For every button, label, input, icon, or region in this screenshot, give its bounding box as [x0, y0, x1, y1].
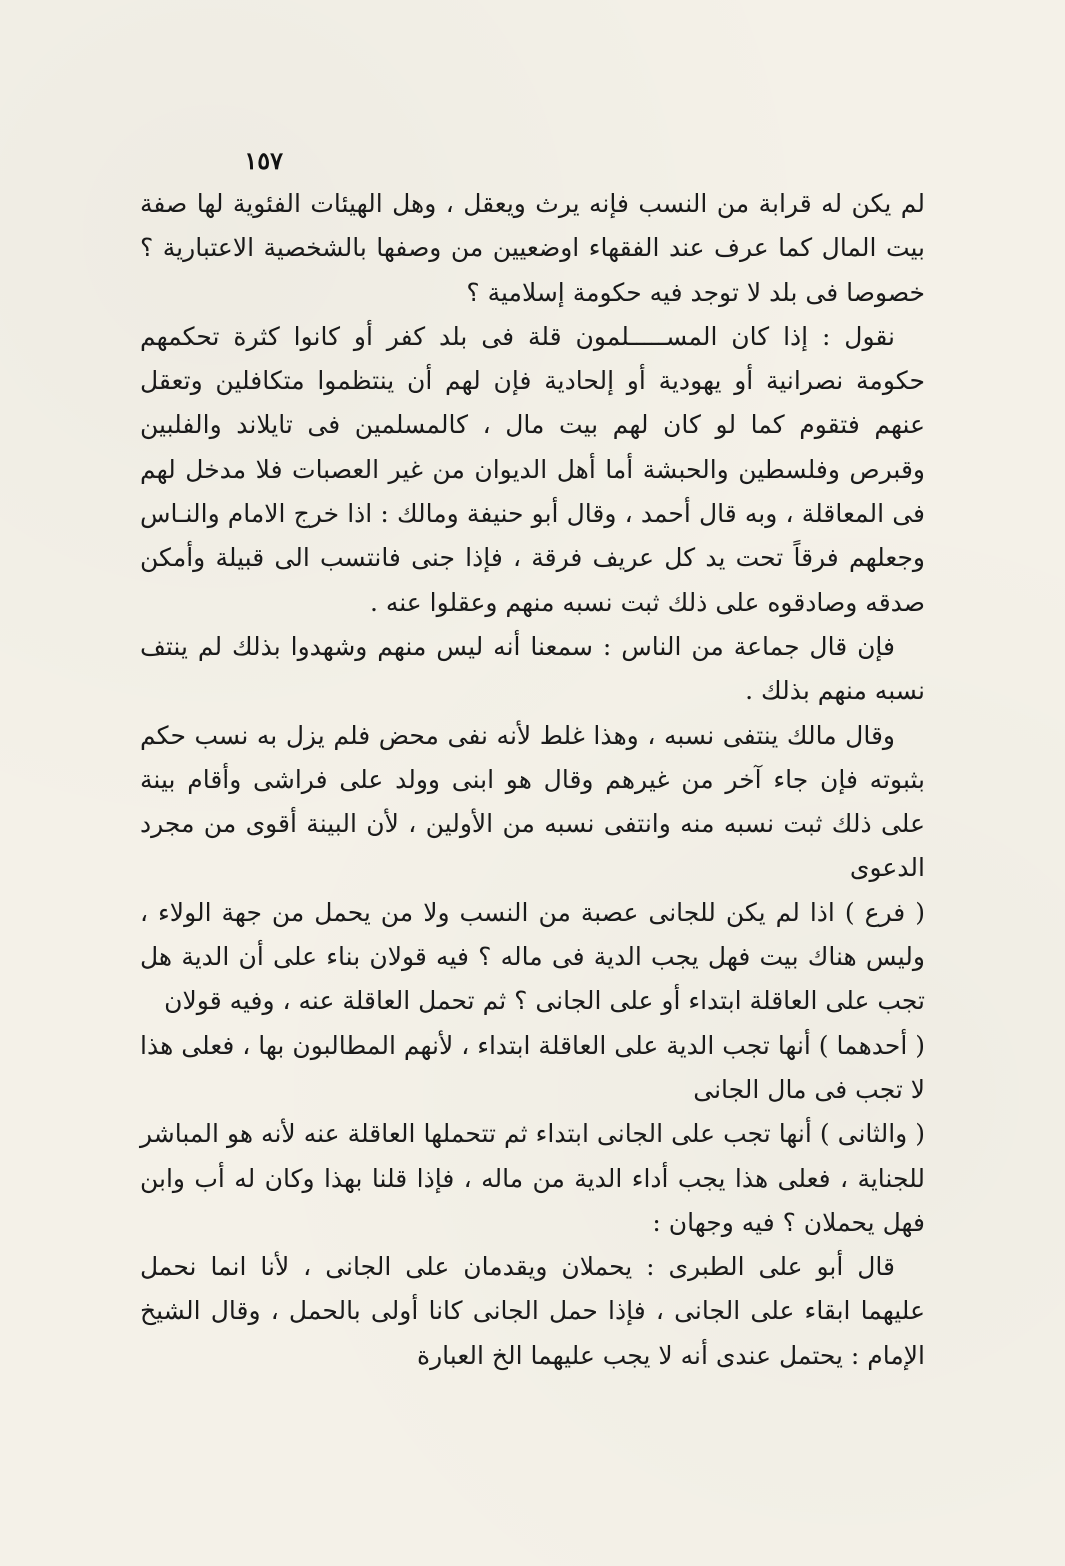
body-text	[140, 182, 925, 1378]
paragraph-second-opinion: ( والثانى ) أنها تجب على الجانى ابتداء ثم تتحملها العاقلة عنه لأنه هو المباشر للجناية ، فعلى هذا يجب أداء الدية من ماله ، فإذا قلنا بهذا وكان له أب وابن فهل يحملان ؟ فيه وجهان :	[140, 1119, 925, 1237]
page-number: ١٥٧	[244, 146, 283, 175]
paragraph-continuation: لم يكن له قرابة من النسب فإنه يرث ويعقل ، وهل الهيئات الفئوية لها صفة بيت المال كما عرف عند الفقهاء اوضعيين من وصفها بالشخصية الاعتبارية ؟ خصوصا فى بلد لا توجد فيه حكومة إسلامية ؟	[140, 189, 925, 307]
paragraph-witnesses: فإن قال جماعة من الناس : سمعنا أنه ليس منهم وشهدوا بذلك لم ينتف نسبه منهم بذلك .	[140, 631, 925, 706]
paragraph-far: ( فرع ) اذا لم يكن للجانى عصبة من النسب ولا من يحمل من جهة الولاء ، وليس هناك بيت فهل يجب الدية فى ماله ؟ فيه قولان بناء على أن الدية هل تجب على العاقلة ابتداء أو على الجانى ؟ ثم تحمل العاقلة عنه ، وفيه قولان	[140, 897, 925, 1016]
paragraph-malik: وقال مالك ينتفى نسبه ، وهذا غلط لأنه نفى محض فلم يزل به نسب حكم بثبوته فإن جاء آخر من غيرهم وقال هو ابنى وولد على فراشى وأقام بينة على ذلك ثبت نسبه منه وانتفى نسبه من الأولين ، لأن البينة أقوى من مجرد الدعوى	[140, 720, 925, 883]
paragraph-tabari: قال أبو على الطبرى : يحملان ويقدمان على الجانى ، لأنا انما نحمل عليهما ابقاء على الجانى ، فإذا حمل الجانى كانا أولى بالحمل ، وقال الشيخ الإمام : يحتمل عندى أنه لا يجب عليهما الخ العبارة	[140, 1252, 925, 1370]
paragraph-naqool: نقول : إذا كان المســـــلمون قلة فى بلد كفر أو كانوا كثرة تحكمهم حكومة نصرانية أو يهودية أو إلحادية فإن لهم أن ينتظموا متكافلين وتعقل عنهم فتقوم كما لو كان لهم بيت مال ، كالمسلمين فى تايلاند والفلبين وقبرص وفلسطين والحبشة أما أهل الديوان من غير العصبات فلا مدخل لهم فى المعاقلة ، وبه قال أحمد ، وقال أبو حنيفة ومالك : اذا خرج الامام والنـاس وجعلهم فرقاً تحت يد كل عريف فرقة ، فإذا جنى فانتسب الى قبيلة وأمكن صدقه وصادقوه على ذلك ثبت نسبه منهم وعقلوا عنه .	[140, 321, 925, 617]
paragraph-first-opinion: ( أحدهما ) أنها تجب الدية على العاقلة ابتداء ، لأنهم المطالبون بها ، فعلى هذا لا تجب فى مال الجانى	[140, 1030, 925, 1104]
